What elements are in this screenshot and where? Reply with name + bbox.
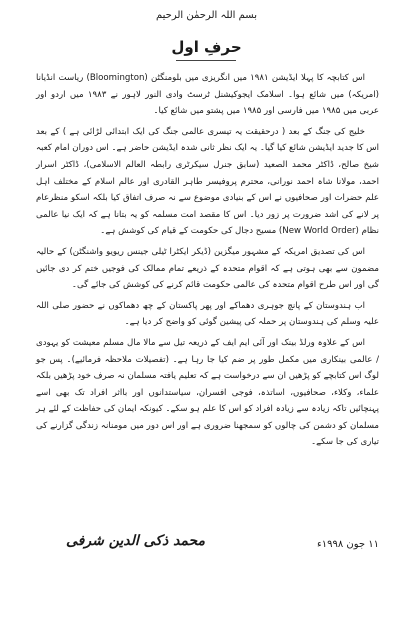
paragraph-2 [36,124,379,240]
paragraph-5 [36,335,379,451]
p1-year-1985b: ۱۹۸۵ [242,106,262,117]
paragraph-3 [36,244,379,294]
p1-text-4: میں اردو اور عربی میں [36,89,379,117]
p1-text-1: اس کتابچہ کا پہلا ایڈیشن [268,73,365,83]
title-underline [176,60,236,61]
document-footer [36,533,379,573]
p1-year-1983: ۱۹۸۳ [87,89,107,100]
p1-text-5: میں فارسی اور [261,106,322,117]
p4-text: اب ہندوستان کے پانچ جوہری دھماکے اور پھر پاکستان کے چھ دھماکوں نے حضور صلی اللہ علیہ وسلم کی ہندوستان پر حملہ کی پیشین گوئی کو واضح کر دیا ہے۔ [36,300,379,328]
author-signature: محمد ذکی الدین شرفی [66,533,206,549]
paragraph-1 [36,70,379,120]
p5-text: اس کے علاوہ ورلڈ بینک اور آئی ایم ایف کے ذریعہ تیل سے مالا مال مسلم معیشت کو یہودی / عالمی بینکاری میں مکمل طور پر ضم کیا جا رہا ہے۔ (تفصیلات ملاحظہ فرمائیے)۔ پس جو لوگ اس کتابچے کو پڑھیں ان سے درخواست ہے کہ تعلیم یافتہ مسلمان نہ صرف خود پڑھیں بلکہ علماء، وکلاء، صحافیوں، اساتذہ، فوجی افسران، سیاستدانوں اور بااثر افراد تک بھی اسے پہنچائیں تاکہ زیادہ سے زیادہ افراد کو اس کا علم ہو سکے۔ کیونکہ ایمان کی حفاظت کے لئے ہر مسلمان کو دشمن کی چالوں کو سمجھنا ضروری ہے اور اس دور میں مومنانہ زندگی گزارنے کی تیاری کی جا سکے۔ [36,337,379,448]
p1-year-1981: ۱۹۸۱ [250,73,269,83]
paragraph-4 [36,298,379,331]
p2-text-2: مسیح دجال کی حکومت کے قیام کی کوشش ہے۔ [100,226,279,237]
p1-bloomington: (Bloomington) [86,73,148,83]
p1-text-3: ریاست انڈیانا (امریکہ) میں شائع ہوا۔ اسلامک ایجوکیشنل ٹرسٹ وادی النور لاہور نے [36,73,379,100]
p1-year-1985a: ۱۹۸۵ [321,106,341,117]
p1-text-2: میں انگریزی میں بلومنگٹن [147,73,251,83]
page-title: حرفِ اول [171,38,242,56]
date-line: ۱۱ جون ۱۹۹۸ء [317,539,379,550]
p2-text-1: خلیج کی جنگ کے بعد ( درحقیقت یہ تیسری عالمی جنگ کی ایک ابتدائی لڑائی ہے ) کے بعد اس کا جدید ایڈیشن شائع کیا گیا۔ یہ ایک نظر ثانی شدہ ایڈیشن حاضر ہے۔ اس دوران امام کعبہ شیخ صالح، ڈاکٹر محمد الصعید (سابق جنرل سیکرٹری رابطہ العالم الاسلامی)، ڈاکٹر اسرار احمد، مولانا شاہ احمد نورانی، محترم پروفیسر طاہر القادری اور عالم اسلام کے مختلف اہل علم حضرات اور صحافیوں نے اس کے بنیادی موضوع سے نہ صرف اتفاق کیا بلکہ اسکو منظرعام پر لانے کی اشد ضرورت پر زور دیا۔ اس کا مقصد امت مسلمہ کو یہ بتانا ہے کہ ایک نیا عالمی نظام [36,126,379,237]
bismillah-heading: بسم اللہ الرحمٰن الرحیم [155,10,257,21]
body-text [36,70,379,455]
p3-text: اس کی تصدیق امریکہ کے مشہور میگزین (ڈیکر ایکٹرا ٹیلی جینس ریویو واشنگٹن) کے حالیہ مضمون سے بھی ہوتی ہے کہ اقوام متحدہ کے ذریعے تمام ممالک کی فوجیں ختم کر دی جائیں گی اور اس طرح اقوام متحدہ کی عالمی حکومت قائم کرنے کی کوشش کی جائے گی۔ [36,246,379,291]
p1-text-6: میں پشتو میں شائع کیا۔ [153,106,243,117]
p2-new-world-order: (New World Order) [278,226,359,237]
